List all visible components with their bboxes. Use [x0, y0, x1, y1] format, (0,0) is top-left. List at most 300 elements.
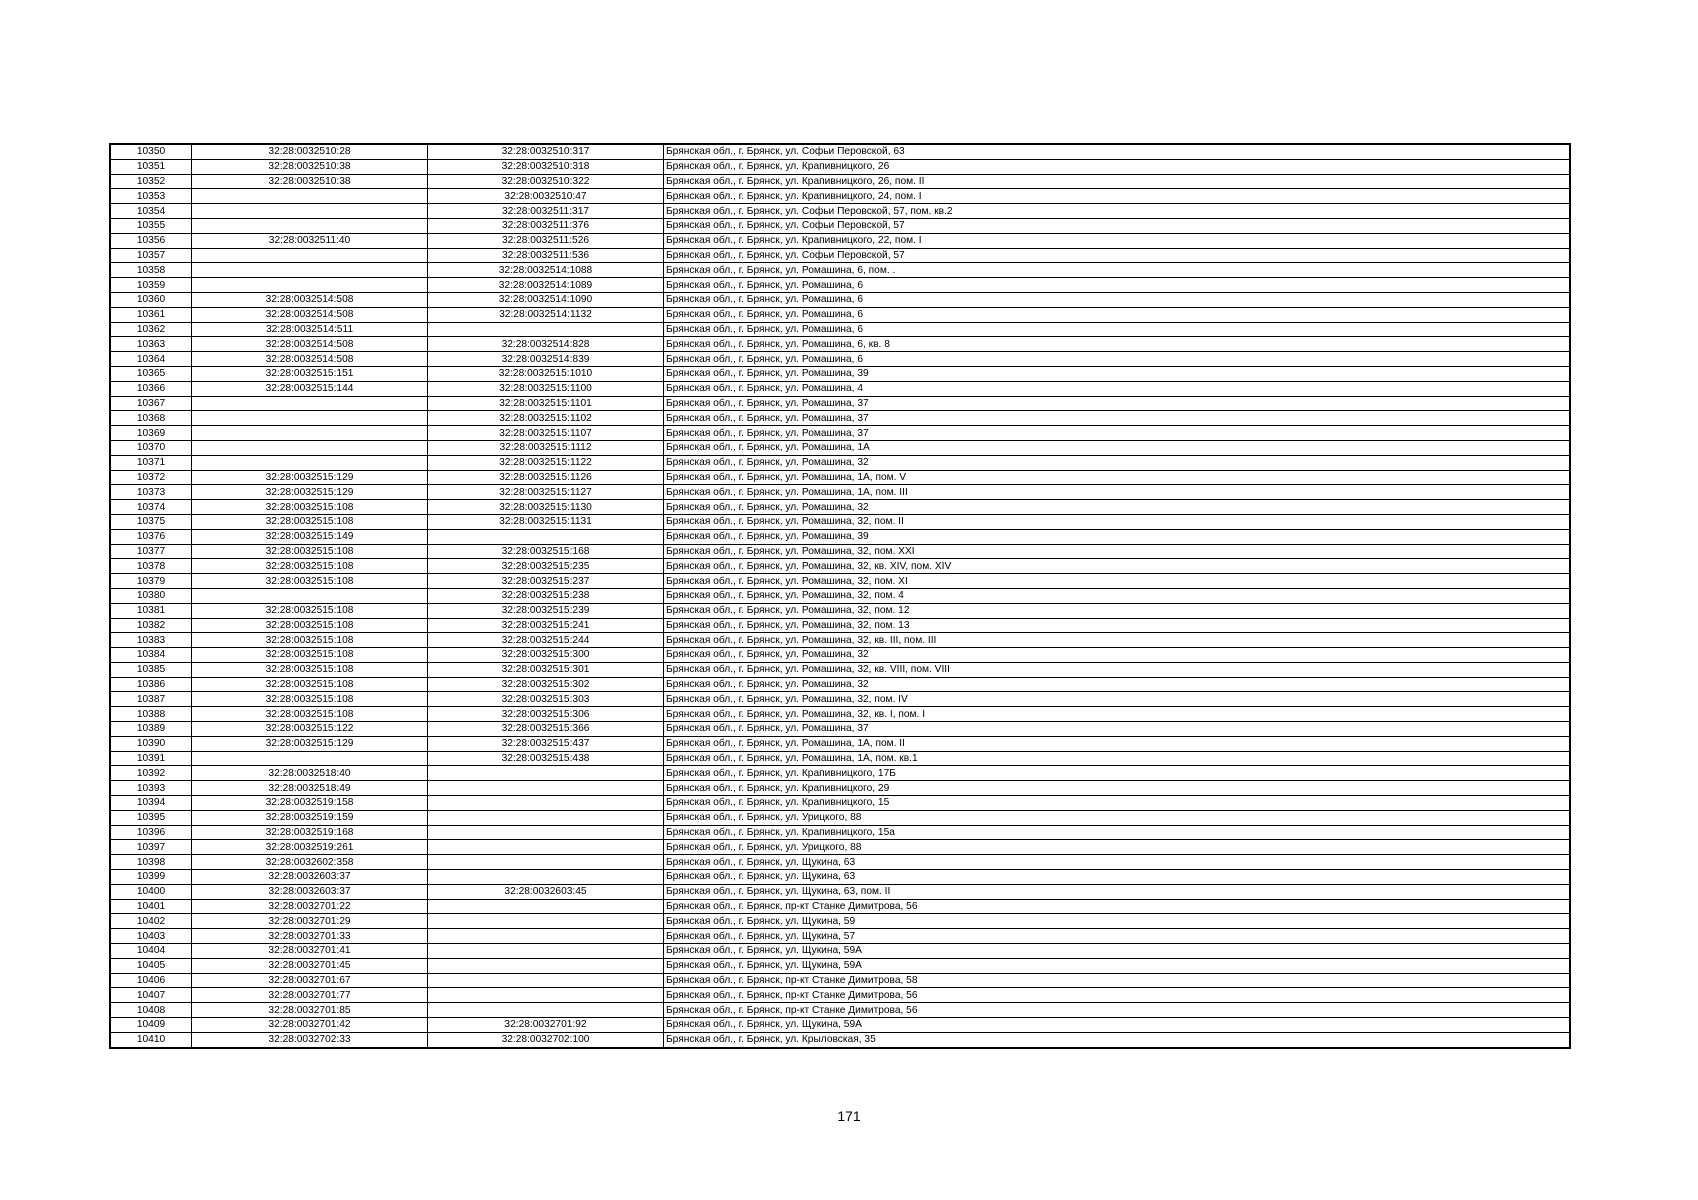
- parcel-number-cell: [192, 189, 428, 204]
- row-number-cell: 10399: [110, 870, 192, 885]
- address-cell: Брянская обл., г. Брянск, ул. Крапивницкого, 29: [664, 781, 1571, 796]
- table-row: [110, 204, 1570, 219]
- object-number-cell: 32:28:0032515:300: [428, 648, 664, 663]
- parcel-number-cell: 32:28:0032515:108: [192, 574, 428, 589]
- row-number-cell: 10394: [110, 796, 192, 811]
- parcel-number-cell: 32:28:0032515:108: [192, 648, 428, 663]
- table-row: [110, 736, 1570, 751]
- address-cell: Брянская обл., г. Брянск, ул. Ромашина, 32, пом. XXI: [664, 544, 1571, 559]
- row-number-cell: 10390: [110, 736, 192, 751]
- address-cell: Брянская обл., г. Брянск, ул. Ромашина, 37: [664, 722, 1571, 737]
- object-number-cell: 32:28:0032515:168: [428, 544, 664, 559]
- row-number-cell: 10388: [110, 707, 192, 722]
- address-cell: Брянская обл., г. Брянск, ул. Ромашина, 4: [664, 381, 1571, 396]
- row-number-cell: 10405: [110, 958, 192, 973]
- table-row: [110, 884, 1570, 899]
- address-cell: Брянская обл., г. Брянск, ул. Ромашина, 32, пом. 4: [664, 588, 1571, 603]
- table-row: [110, 603, 1570, 618]
- table-row: [110, 825, 1570, 840]
- table-row: [110, 944, 1570, 959]
- address-cell: Брянская обл., г. Брянск, ул. Ромашина, 32, кв. VIII, пом. VIII: [664, 662, 1571, 677]
- table-row: [110, 337, 1570, 352]
- parcel-number-cell: 32:28:0032702:33: [192, 1032, 428, 1047]
- object-number-cell: [428, 914, 664, 929]
- object-number-cell: [428, 929, 664, 944]
- parcel-number-cell: 32:28:0032519:168: [192, 825, 428, 840]
- object-number-cell: [428, 899, 664, 914]
- parcel-number-cell: [192, 440, 428, 455]
- parcel-number-cell: 32:28:0032515:129: [192, 485, 428, 500]
- row-number-cell: 10369: [110, 426, 192, 441]
- parcel-number-cell: 32:28:0032514:508: [192, 292, 428, 307]
- parcel-number-cell: 32:28:0032515:129: [192, 736, 428, 751]
- row-number-cell: 10381: [110, 603, 192, 618]
- address-cell: Брянская обл., г. Брянск, ул. Ромашина, 37: [664, 426, 1571, 441]
- object-number-cell: 32:28:0032702:100: [428, 1032, 664, 1047]
- object-number-cell: 32:28:0032515:1107: [428, 426, 664, 441]
- parcel-number-cell: [192, 426, 428, 441]
- row-number-cell: 10395: [110, 810, 192, 825]
- parcel-number-cell: 32:28:0032515:108: [192, 662, 428, 677]
- address-cell: Брянская обл., г. Брянск, ул. Ромашина, 39: [664, 529, 1571, 544]
- row-number-cell: 10376: [110, 529, 192, 544]
- object-number-cell: 32:28:0032515:237: [428, 574, 664, 589]
- parcel-number-cell: 32:28:0032602:358: [192, 855, 428, 870]
- object-number-cell: 32:28:0032515:235: [428, 559, 664, 574]
- object-number-cell: [428, 855, 664, 870]
- address-cell: Брянская обл., г. Брянск, ул. Урицкого, 88: [664, 840, 1571, 855]
- table-row: [110, 440, 1570, 455]
- object-number-cell: 32:28:0032514:828: [428, 337, 664, 352]
- parcel-number-cell: [192, 455, 428, 470]
- address-cell: Брянская обл., г. Брянск, ул. Ромашина, 37: [664, 411, 1571, 426]
- address-cell: Брянская обл., г. Брянск, ул. Ромашина, 32, пом. 12: [664, 603, 1571, 618]
- parcel-number-cell: [192, 411, 428, 426]
- parcel-number-cell: 32:28:0032701:33: [192, 929, 428, 944]
- parcel-number-cell: 32:28:0032510:38: [192, 159, 428, 174]
- row-number-cell: 10404: [110, 944, 192, 959]
- address-cell: Брянская обл., г. Брянск, ул. Ромашина, 32: [664, 648, 1571, 663]
- parcel-number-cell: 32:28:0032518:49: [192, 781, 428, 796]
- object-number-cell: 32:28:0032510:322: [428, 174, 664, 189]
- address-cell: Брянская обл., г. Брянск, пр-кт Станке Димитрова, 56: [664, 988, 1571, 1003]
- table-row: [110, 633, 1570, 648]
- address-cell: Брянская обл., г. Брянск, ул. Ромашина, 1А, пом. кв.1: [664, 751, 1571, 766]
- parcel-number-cell: 32:28:0032701:41: [192, 944, 428, 959]
- table-row: [110, 322, 1570, 337]
- parcel-number-cell: 32:28:0032515:149: [192, 529, 428, 544]
- address-cell: Брянская обл., г. Брянск, ул. Ромашина, 32: [664, 500, 1571, 515]
- row-number-cell: 10370: [110, 440, 192, 455]
- address-cell: Брянская обл., г. Брянск, ул. Ромашина, 1А, пом. II: [664, 736, 1571, 751]
- object-number-cell: 32:28:0032515:1101: [428, 396, 664, 411]
- parcel-number-cell: 32:28:0032514:508: [192, 307, 428, 322]
- table-row: [110, 840, 1570, 855]
- row-number-cell: 10382: [110, 618, 192, 633]
- object-number-cell: 32:28:0032515:301: [428, 662, 664, 677]
- object-number-cell: 32:28:0032511:317: [428, 204, 664, 219]
- parcel-number-cell: 32:28:0032515:144: [192, 381, 428, 396]
- parcel-number-cell: 32:28:0032515:122: [192, 722, 428, 737]
- address-cell: Брянская обл., г. Брянск, ул. Крыловская, 35: [664, 1032, 1571, 1047]
- object-number-cell: 32:28:0032514:839: [428, 352, 664, 367]
- address-cell: Брянская обл., г. Брянск, ул. Ромашина, 32, пом. XI: [664, 574, 1571, 589]
- table-row: [110, 218, 1570, 233]
- table-row: [110, 1003, 1570, 1018]
- address-cell: Брянская обл., г. Брянск, ул. Крапивницкого, 26: [664, 159, 1571, 174]
- object-number-cell: 32:28:0032515:366: [428, 722, 664, 737]
- table-row: [110, 973, 1570, 988]
- table-row: [110, 781, 1570, 796]
- address-cell: Брянская обл., г. Брянск, ул. Крапивницкого, 26, пом. II: [664, 174, 1571, 189]
- table-row: [110, 692, 1570, 707]
- address-cell: Брянская обл., г. Брянск, пр-кт Станке Димитрова, 58: [664, 973, 1571, 988]
- parcel-number-cell: [192, 396, 428, 411]
- object-number-cell: 32:28:0032515:1131: [428, 514, 664, 529]
- registry-table: [109, 143, 1571, 1049]
- row-number-cell: 10400: [110, 884, 192, 899]
- object-number-cell: 32:28:0032510:317: [428, 144, 664, 159]
- parcel-number-cell: 32:28:0032514:508: [192, 337, 428, 352]
- parcel-number-cell: [192, 751, 428, 766]
- table-row: [110, 159, 1570, 174]
- table-row: [110, 899, 1570, 914]
- parcel-number-cell: 32:28:0032515:129: [192, 470, 428, 485]
- row-number-cell: 10359: [110, 278, 192, 293]
- table-row: [110, 796, 1570, 811]
- object-number-cell: [428, 781, 664, 796]
- address-cell: Брянская обл., г. Брянск, ул. Щукина, 59А: [664, 958, 1571, 973]
- object-number-cell: [428, 825, 664, 840]
- table-row: [110, 751, 1570, 766]
- object-number-cell: [428, 322, 664, 337]
- address-cell: Брянская обл., г. Брянск, ул. Ромашина, 1А: [664, 440, 1571, 455]
- object-number-cell: [428, 870, 664, 885]
- parcel-number-cell: [192, 588, 428, 603]
- table-row: [110, 707, 1570, 722]
- parcel-number-cell: 32:28:0032603:37: [192, 884, 428, 899]
- parcel-number-cell: 32:28:0032701:29: [192, 914, 428, 929]
- object-number-cell: 32:28:0032515:1010: [428, 366, 664, 381]
- object-number-cell: 32:28:0032510:318: [428, 159, 664, 174]
- row-number-cell: 10360: [110, 292, 192, 307]
- address-cell: Брянская обл., г. Брянск, ул. Ромашина, 6: [664, 307, 1571, 322]
- parcel-number-cell: 32:28:0032515:151: [192, 366, 428, 381]
- table-row: [110, 988, 1570, 1003]
- object-number-cell: [428, 766, 664, 781]
- address-cell: Брянская обл., г. Брянск, ул. Ромашина, 1А, пом. V: [664, 470, 1571, 485]
- row-number-cell: 10377: [110, 544, 192, 559]
- object-number-cell: [428, 988, 664, 1003]
- row-number-cell: 10408: [110, 1003, 192, 1018]
- object-number-cell: [428, 1003, 664, 1018]
- address-cell: Брянская обл., г. Брянск, ул. Ромашина, 6: [664, 352, 1571, 367]
- address-cell: Брянская обл., г. Брянск, ул. Ромашина, 32, пом. II: [664, 514, 1571, 529]
- parcel-number-cell: 32:28:0032701:22: [192, 899, 428, 914]
- object-number-cell: 32:28:0032515:1122: [428, 455, 664, 470]
- address-cell: Брянская обл., г. Брянск, ул. Ромашина, 6: [664, 292, 1571, 307]
- table-row: [110, 292, 1570, 307]
- address-cell: Брянская обл., г. Брянск, ул. Ромашина, 32: [664, 455, 1571, 470]
- row-number-cell: 10358: [110, 263, 192, 278]
- address-cell: Брянская обл., г. Брянск, пр-кт Станке Димитрова, 56: [664, 1003, 1571, 1018]
- row-number-cell: 10379: [110, 574, 192, 589]
- address-cell: Брянская обл., г. Брянск, ул. Ромашина, 32, кв. III, пом. III: [664, 633, 1571, 648]
- row-number-cell: 10368: [110, 411, 192, 426]
- row-number-cell: 10356: [110, 233, 192, 248]
- table-row: [110, 455, 1570, 470]
- row-number-cell: 10406: [110, 973, 192, 988]
- row-number-cell: 10403: [110, 929, 192, 944]
- address-cell: Брянская обл., г. Брянск, ул. Ромашина, 6: [664, 322, 1571, 337]
- address-cell: Брянская обл., г. Брянск, ул. Щукина, 63, пом. II: [664, 884, 1571, 899]
- parcel-number-cell: 32:28:0032701:85: [192, 1003, 428, 1018]
- parcel-number-cell: 32:28:0032518:40: [192, 766, 428, 781]
- row-number-cell: 10378: [110, 559, 192, 574]
- table-row: [110, 514, 1570, 529]
- table-row: [110, 411, 1570, 426]
- parcel-number-cell: 32:28:0032701:42: [192, 1018, 428, 1033]
- address-cell: Брянская обл., г. Брянск, ул. Урицкого, 88: [664, 810, 1571, 825]
- table-row: [110, 648, 1570, 663]
- row-number-cell: 10355: [110, 218, 192, 233]
- object-number-cell: 32:28:0032514:1089: [428, 278, 664, 293]
- row-number-cell: 10380: [110, 588, 192, 603]
- address-cell: Брянская обл., г. Брянск, ул. Софьи Перовской, 57: [664, 248, 1571, 263]
- table-row: [110, 929, 1570, 944]
- address-cell: Брянская обл., г. Брянск, ул. Крапивницкого, 22, пом. I: [664, 233, 1571, 248]
- row-number-cell: 10367: [110, 396, 192, 411]
- object-number-cell: 32:28:0032515:238: [428, 588, 664, 603]
- parcel-number-cell: 32:28:0032603:37: [192, 870, 428, 885]
- table-row: [110, 870, 1570, 885]
- row-number-cell: 10364: [110, 352, 192, 367]
- object-number-cell: 32:28:0032515:239: [428, 603, 664, 618]
- page-number: 171: [837, 1108, 861, 1124]
- object-number-cell: 32:28:0032515:1127: [428, 485, 664, 500]
- table-row: [110, 574, 1570, 589]
- object-number-cell: 32:28:0032515:1130: [428, 500, 664, 515]
- row-number-cell: 10397: [110, 840, 192, 855]
- address-cell: Брянская обл., г. Брянск, ул. Ромашина, 32, пом. IV: [664, 692, 1571, 707]
- row-number-cell: 10410: [110, 1032, 192, 1047]
- object-number-cell: [428, 840, 664, 855]
- address-cell: Брянская обл., г. Брянск, ул. Софьи Перовской, 57, пом. кв.2: [664, 204, 1571, 219]
- row-number-cell: 10373: [110, 485, 192, 500]
- parcel-number-cell: 32:28:0032701:45: [192, 958, 428, 973]
- address-cell: Брянская обл., г. Брянск, ул. Ромашина, 6, кв. 8: [664, 337, 1571, 352]
- object-number-cell: 32:28:0032511:526: [428, 233, 664, 248]
- table-row: [110, 352, 1570, 367]
- parcel-number-cell: 32:28:0032519:159: [192, 810, 428, 825]
- address-cell: Брянская обл., г. Брянск, ул. Щукина, 63: [664, 870, 1571, 885]
- table-row: [110, 1032, 1570, 1047]
- table-row: [110, 722, 1570, 737]
- row-number-cell: 10362: [110, 322, 192, 337]
- parcel-number-cell: 32:28:0032514:511: [192, 322, 428, 337]
- parcel-number-cell: 32:28:0032515:108: [192, 618, 428, 633]
- table-row: [110, 855, 1570, 870]
- address-cell: Брянская обл., г. Брянск, ул. Ромашина, 39: [664, 366, 1571, 381]
- parcel-number-cell: 32:28:0032515:108: [192, 544, 428, 559]
- parcel-number-cell: 32:28:0032701:77: [192, 988, 428, 1003]
- parcel-number-cell: 32:28:0032515:108: [192, 500, 428, 515]
- table-row: [110, 677, 1570, 692]
- row-number-cell: 10383: [110, 633, 192, 648]
- table-row: [110, 662, 1570, 677]
- table-row: [110, 618, 1570, 633]
- row-number-cell: 10371: [110, 455, 192, 470]
- row-number-cell: 10401: [110, 899, 192, 914]
- row-number-cell: 10391: [110, 751, 192, 766]
- table-row: [110, 485, 1570, 500]
- table-row: [110, 263, 1570, 278]
- row-number-cell: 10350: [110, 144, 192, 159]
- object-number-cell: [428, 958, 664, 973]
- address-cell: Брянская обл., г. Брянск, ул. Щукина, 59А: [664, 1018, 1571, 1033]
- row-number-cell: 10398: [110, 855, 192, 870]
- parcel-number-cell: 32:28:0032515:108: [192, 603, 428, 618]
- table-row: [110, 914, 1570, 929]
- address-cell: Брянская обл., г. Брянск, ул. Крапивницкого, 17Б: [664, 766, 1571, 781]
- object-number-cell: [428, 973, 664, 988]
- address-cell: Брянская обл., г. Брянск, ул. Щукина, 59: [664, 914, 1571, 929]
- row-number-cell: 10384: [110, 648, 192, 663]
- parcel-number-cell: 32:28:0032515:108: [192, 559, 428, 574]
- parcel-number-cell: 32:28:0032701:67: [192, 973, 428, 988]
- object-number-cell: [428, 796, 664, 811]
- address-cell: Брянская обл., г. Брянск, ул. Крапивницкого, 24, пом. I: [664, 189, 1571, 204]
- object-number-cell: 32:28:0032515:302: [428, 677, 664, 692]
- parcel-number-cell: 32:28:0032515:108: [192, 633, 428, 648]
- object-number-cell: [428, 944, 664, 959]
- row-number-cell: 10389: [110, 722, 192, 737]
- object-number-cell: 32:28:0032515:306: [428, 707, 664, 722]
- table-row: [110, 559, 1570, 574]
- table-row: [110, 396, 1570, 411]
- parcel-number-cell: 32:28:0032511:40: [192, 233, 428, 248]
- row-number-cell: 10374: [110, 500, 192, 515]
- table-row: [110, 529, 1570, 544]
- row-number-cell: 10361: [110, 307, 192, 322]
- address-cell: Брянская обл., г. Брянск, ул. Ромашина, 32, пом. 13: [664, 618, 1571, 633]
- parcel-number-cell: 32:28:0032515:108: [192, 707, 428, 722]
- table-row: [110, 144, 1570, 159]
- address-cell: Брянская обл., г. Брянск, ул. Крапивницкого, 15: [664, 796, 1571, 811]
- table-row: [110, 470, 1570, 485]
- object-number-cell: 32:28:0032515:1102: [428, 411, 664, 426]
- object-number-cell: 32:28:0032511:536: [428, 248, 664, 263]
- address-cell: Брянская обл., г. Брянск, ул. Щукина, 57: [664, 929, 1571, 944]
- table-row: [110, 248, 1570, 263]
- table-row: [110, 381, 1570, 396]
- object-number-cell: 32:28:0032603:45: [428, 884, 664, 899]
- table-row: [110, 588, 1570, 603]
- table-row: [110, 426, 1570, 441]
- row-number-cell: 10386: [110, 677, 192, 692]
- registry-table-body: [110, 144, 1570, 1048]
- parcel-number-cell: [192, 248, 428, 263]
- row-number-cell: 10354: [110, 204, 192, 219]
- table-row: [110, 189, 1570, 204]
- parcel-number-cell: 32:28:0032519:261: [192, 840, 428, 855]
- parcel-number-cell: [192, 278, 428, 293]
- object-number-cell: 32:28:0032515:1112: [428, 440, 664, 455]
- parcel-number-cell: 32:28:0032510:38: [192, 174, 428, 189]
- parcel-number-cell: 32:28:0032519:158: [192, 796, 428, 811]
- row-number-cell: 10375: [110, 514, 192, 529]
- parcel-number-cell: [192, 263, 428, 278]
- row-number-cell: 10366: [110, 381, 192, 396]
- address-cell: Брянская обл., г. Брянск, ул. Ромашина, 6: [664, 278, 1571, 293]
- address-cell: Брянская обл., г. Брянск, ул. Ромашина, 37: [664, 396, 1571, 411]
- row-number-cell: 10402: [110, 914, 192, 929]
- row-number-cell: 10396: [110, 825, 192, 840]
- object-number-cell: 32:28:0032701:92: [428, 1018, 664, 1033]
- row-number-cell: 10407: [110, 988, 192, 1003]
- parcel-number-cell: [192, 218, 428, 233]
- address-cell: Брянская обл., г. Брянск, ул. Ромашина, 32, кв. XIV, пом. XIV: [664, 559, 1571, 574]
- row-number-cell: 10351: [110, 159, 192, 174]
- address-cell: Брянская обл., г. Брянск, ул. Щукина, 63: [664, 855, 1571, 870]
- object-number-cell: 32:28:0032515:241: [428, 618, 664, 633]
- object-number-cell: 32:28:0032514:1090: [428, 292, 664, 307]
- row-number-cell: 10392: [110, 766, 192, 781]
- object-number-cell: 32:28:0032515:437: [428, 736, 664, 751]
- address-cell: Брянская обл., г. Брянск, ул. Ромашина, 32: [664, 677, 1571, 692]
- row-number-cell: 10393: [110, 781, 192, 796]
- row-number-cell: 10372: [110, 470, 192, 485]
- address-cell: Брянская обл., г. Брянск, ул. Софьи Перовской, 57: [664, 218, 1571, 233]
- row-number-cell: 10409: [110, 1018, 192, 1033]
- object-number-cell: 32:28:0032515:1100: [428, 381, 664, 396]
- row-number-cell: 10387: [110, 692, 192, 707]
- table-row: [110, 1018, 1570, 1033]
- parcel-number-cell: 32:28:0032510:28: [192, 144, 428, 159]
- row-number-cell: 10357: [110, 248, 192, 263]
- object-number-cell: [428, 529, 664, 544]
- table-row: [110, 307, 1570, 322]
- table-row: [110, 366, 1570, 381]
- parcel-number-cell: 32:28:0032515:108: [192, 514, 428, 529]
- parcel-number-cell: [192, 204, 428, 219]
- table-row: [110, 233, 1570, 248]
- table-row: [110, 958, 1570, 973]
- table-row: [110, 810, 1570, 825]
- object-number-cell: [428, 810, 664, 825]
- address-cell: Брянская обл., г. Брянск, пр-кт Станке Димитрова, 56: [664, 899, 1571, 914]
- parcel-number-cell: 32:28:0032515:108: [192, 692, 428, 707]
- object-number-cell: 32:28:0032515:244: [428, 633, 664, 648]
- object-number-cell: 32:28:0032515:303: [428, 692, 664, 707]
- object-number-cell: 32:28:0032515:1126: [428, 470, 664, 485]
- table-row: [110, 500, 1570, 515]
- address-cell: Брянская обл., г. Брянск, ул. Крапивницкого, 15а: [664, 825, 1571, 840]
- address-cell: Брянская обл., г. Брянск, ул. Щукина, 59А: [664, 944, 1571, 959]
- object-number-cell: 32:28:0032511:376: [428, 218, 664, 233]
- row-number-cell: 10352: [110, 174, 192, 189]
- parcel-number-cell: 32:28:0032515:108: [192, 677, 428, 692]
- table-row: [110, 278, 1570, 293]
- row-number-cell: 10365: [110, 366, 192, 381]
- address-cell: Брянская обл., г. Брянск, ул. Ромашина, 1А, пом. III: [664, 485, 1571, 500]
- address-cell: Брянская обл., г. Брянск, ул. Ромашина, 32, кв. I, пом. I: [664, 707, 1571, 722]
- table-row: [110, 544, 1570, 559]
- object-number-cell: 32:28:0032514:1088: [428, 263, 664, 278]
- row-number-cell: 10385: [110, 662, 192, 677]
- table-row: [110, 174, 1570, 189]
- address-cell: Брянская обл., г. Брянск, ул. Софьи Перовской, 63: [664, 144, 1571, 159]
